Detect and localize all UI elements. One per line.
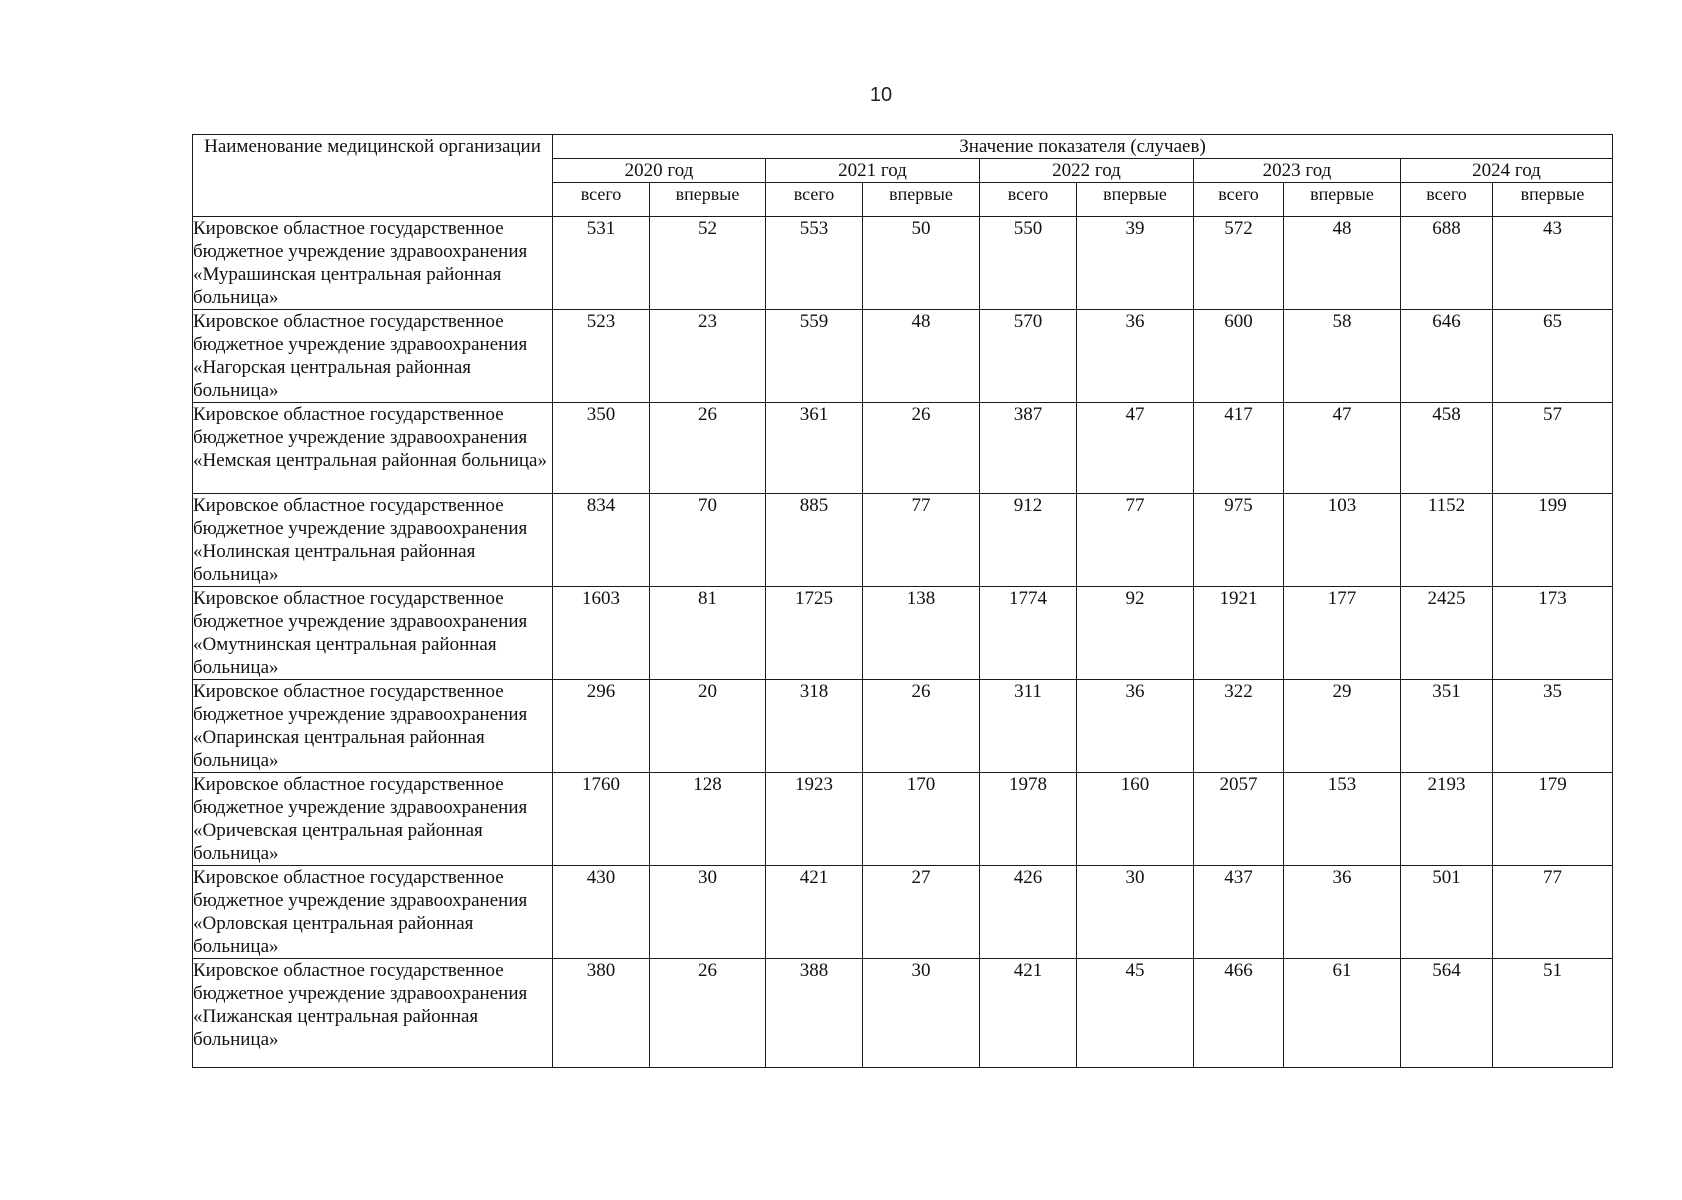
org-name-cell: Кировское областное государственное бюджетное учреждение здравоохранения «Мурашинская центральная районная больница» [193, 217, 553, 310]
value-cell-total: 318 [766, 680, 863, 773]
value-cell-total: 2425 [1401, 587, 1493, 680]
org-name-cell: Кировское областное государственное бюджетное учреждение здравоохранения «Немская центральная районная больница» [193, 403, 553, 494]
value-cell-total: 501 [1401, 866, 1493, 959]
value-cell-first-time: 138 [863, 587, 980, 680]
subheader-first-time: впервые [650, 183, 766, 217]
table-body [193, 217, 1613, 1068]
value-cell-first-time: 70 [650, 494, 766, 587]
table-row [193, 310, 1613, 403]
value-cell-total: 912 [980, 494, 1077, 587]
indicator-table [192, 134, 1613, 1068]
value-cell-total: 1152 [1401, 494, 1493, 587]
value-cell-first-time: 57 [1493, 403, 1613, 494]
value-cell-first-time: 58 [1284, 310, 1401, 403]
table-header [193, 135, 1613, 217]
value-cell-total: 380 [553, 959, 650, 1068]
value-cell-total: 1725 [766, 587, 863, 680]
subheader-first-time: впервые [1493, 183, 1613, 217]
value-cell-first-time: 61 [1284, 959, 1401, 1068]
org-name-cell: Кировское областное государственное бюджетное учреждение здравоохранения «Нагорская центральная районная больница» [193, 310, 553, 403]
value-cell-first-time: 39 [1077, 217, 1194, 310]
value-cell-first-time: 26 [650, 403, 766, 494]
value-cell-total: 553 [766, 217, 863, 310]
table-row [193, 403, 1613, 494]
value-cell-total: 1603 [553, 587, 650, 680]
value-cell-total: 570 [980, 310, 1077, 403]
value-cell-first-time: 170 [863, 773, 980, 866]
value-cell-first-time: 103 [1284, 494, 1401, 587]
value-cell-total: 688 [1401, 217, 1493, 310]
table-row [193, 680, 1613, 773]
value-cell-first-time: 77 [1077, 494, 1194, 587]
table-row [193, 866, 1613, 959]
value-cell-total: 1760 [553, 773, 650, 866]
value-cell-total: 572 [1194, 217, 1284, 310]
value-cell-first-time: 179 [1493, 773, 1613, 866]
subheader-total: всего [766, 183, 863, 217]
value-cell-first-time: 27 [863, 866, 980, 959]
value-cell-first-time: 77 [1493, 866, 1613, 959]
value-cell-first-time: 52 [650, 217, 766, 310]
value-cell-total: 1923 [766, 773, 863, 866]
value-cell-total: 466 [1194, 959, 1284, 1068]
value-cell-first-time: 173 [1493, 587, 1613, 680]
org-name-cell: Кировское областное государственное бюджетное учреждение здравоохранения «Орловская центральная районная больница» [193, 866, 553, 959]
value-cell-total: 646 [1401, 310, 1493, 403]
table-row [193, 587, 1613, 680]
year-header: 2022 год [980, 159, 1194, 183]
value-cell-first-time: 30 [863, 959, 980, 1068]
value-cell-first-time: 128 [650, 773, 766, 866]
value-cell-total: 350 [553, 403, 650, 494]
value-cell-total: 387 [980, 403, 1077, 494]
value-cell-total: 1978 [980, 773, 1077, 866]
value-cell-first-time: 65 [1493, 310, 1613, 403]
value-cell-total: 417 [1194, 403, 1284, 494]
year-header: 2024 год [1401, 159, 1613, 183]
value-cell-first-time: 30 [1077, 866, 1194, 959]
org-name-cell: Кировское областное государственное бюджетное учреждение здравоохранения «Нолинская центральная районная больница» [193, 494, 553, 587]
org-name-cell: Кировское областное государственное бюджетное учреждение здравоохранения «Опаринская центральная районная больница» [193, 680, 553, 773]
value-cell-total: 296 [553, 680, 650, 773]
value-cell-total: 559 [766, 310, 863, 403]
value-cell-first-time: 48 [863, 310, 980, 403]
value-cell-first-time: 30 [650, 866, 766, 959]
table-row [193, 217, 1613, 310]
value-cell-first-time: 43 [1493, 217, 1613, 310]
value-cell-first-time: 177 [1284, 587, 1401, 680]
value-cell-first-time: 20 [650, 680, 766, 773]
value-cell-first-time: 160 [1077, 773, 1194, 866]
subheader-first-time: впервые [863, 183, 980, 217]
subheader-total: всего [553, 183, 650, 217]
value-cell-first-time: 92 [1077, 587, 1194, 680]
page-number: 10 [869, 84, 893, 106]
value-cell-total: 1774 [980, 587, 1077, 680]
org-name-cell: Кировское областное государственное бюджетное учреждение здравоохранения «Пижанская центральная районная больница» [193, 959, 553, 1068]
value-cell-first-time: 36 [1284, 866, 1401, 959]
subheader-total: всего [1194, 183, 1284, 217]
value-cell-total: 2193 [1401, 773, 1493, 866]
value-cell-total: 600 [1194, 310, 1284, 403]
value-cell-first-time: 51 [1493, 959, 1613, 1068]
value-cell-first-time: 199 [1493, 494, 1613, 587]
value-cell-first-time: 50 [863, 217, 980, 310]
value-cell-first-time: 81 [650, 587, 766, 680]
value-cell-total: 421 [980, 959, 1077, 1068]
value-cell-total: 430 [553, 866, 650, 959]
value-cell-total: 531 [553, 217, 650, 310]
value-cell-total: 388 [766, 959, 863, 1068]
value-cell-first-time: 47 [1077, 403, 1194, 494]
year-header: 2023 год [1194, 159, 1401, 183]
value-cell-first-time: 36 [1077, 310, 1194, 403]
value-cell-first-time: 77 [863, 494, 980, 587]
value-cell-total: 426 [980, 866, 1077, 959]
org-name-cell: Кировское областное государственное бюджетное учреждение здравоохранения «Омутнинская центральная районная больница» [193, 587, 553, 680]
value-cell-first-time: 153 [1284, 773, 1401, 866]
value-cell-total: 1921 [1194, 587, 1284, 680]
value-cell-total: 322 [1194, 680, 1284, 773]
value-cell-first-time: 23 [650, 310, 766, 403]
value-cell-first-time: 35 [1493, 680, 1613, 773]
org-name-cell: Кировское областное государственное бюджетное учреждение здравоохранения «Оричевская центральная районная больница» [193, 773, 553, 866]
value-cell-total: 311 [980, 680, 1077, 773]
subheader-first-time: впервые [1284, 183, 1401, 217]
value-cell-first-time: 47 [1284, 403, 1401, 494]
org-column-header: Наименование медицинской организации [193, 135, 553, 217]
table-row [193, 494, 1613, 587]
value-cell-first-time: 26 [863, 403, 980, 494]
value-cell-total: 437 [1194, 866, 1284, 959]
year-header: 2020 год [553, 159, 766, 183]
value-group-header: Значение показателя (случаев) [553, 135, 1613, 159]
value-cell-total: 975 [1194, 494, 1284, 587]
value-cell-total: 361 [766, 403, 863, 494]
value-cell-first-time: 45 [1077, 959, 1194, 1068]
value-cell-first-time: 26 [650, 959, 766, 1068]
value-cell-first-time: 26 [863, 680, 980, 773]
value-cell-first-time: 36 [1077, 680, 1194, 773]
subheader-total: всего [980, 183, 1077, 217]
subheader-first-time: впервые [1077, 183, 1194, 217]
table-row [193, 959, 1613, 1068]
value-cell-total: 550 [980, 217, 1077, 310]
year-header: 2021 год [766, 159, 980, 183]
value-cell-total: 523 [553, 310, 650, 403]
value-cell-total: 421 [766, 866, 863, 959]
value-cell-total: 458 [1401, 403, 1493, 494]
value-cell-first-time: 48 [1284, 217, 1401, 310]
subheader-total: всего [1401, 183, 1493, 217]
value-cell-total: 885 [766, 494, 863, 587]
value-cell-first-time: 29 [1284, 680, 1401, 773]
value-cell-total: 2057 [1194, 773, 1284, 866]
value-cell-total: 834 [553, 494, 650, 587]
table-row [193, 773, 1613, 866]
value-cell-total: 351 [1401, 680, 1493, 773]
value-cell-total: 564 [1401, 959, 1493, 1068]
